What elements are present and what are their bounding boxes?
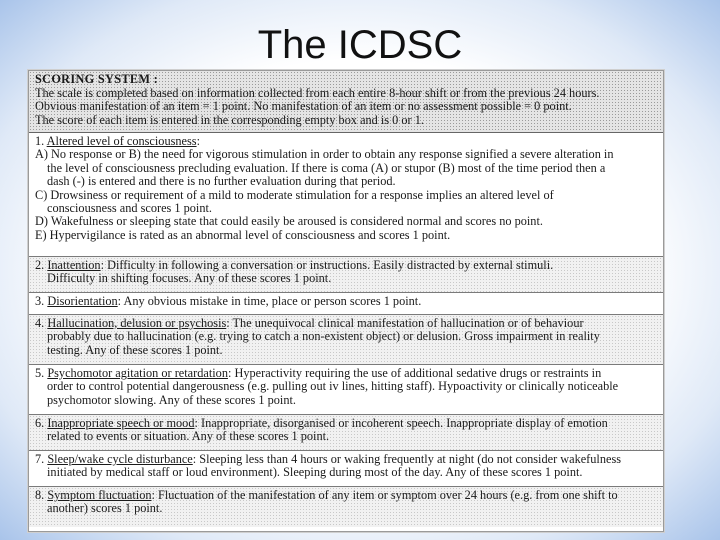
item-line: A) No response or B) the need for vigorous stimulation in order to obtain any response signified a severe alteration in — [35, 147, 614, 162]
item-line: consciousness and scores 1 point. — [47, 201, 212, 216]
item-symptom-fluctuation — [29, 487, 663, 527]
item-disorientation — [29, 293, 663, 315]
item-number: 4. — [35, 316, 45, 330]
item-line: probably due to hallucination (e.g. trying to catch a non-existent object) or delusion. Gross impairment in reality — [47, 329, 600, 344]
item-line: E) Hypervigilance is rated as an abnormal level of consciousness and scores 1 point. — [35, 227, 451, 242]
item-line: Difficulty in shifting focuses. Any of these scores 1 point. — [47, 271, 332, 286]
item-number: 6. — [35, 416, 45, 430]
scoring-line: The scale is completed based on information collected from each entire 8-hour shift or from the previous 24 hours. — [35, 85, 600, 100]
item-heading — [35, 417, 657, 430]
item-text: : Difficulty in following a conversation or instructions. Easily distracted by external stimuli. — [100, 258, 554, 272]
item-number: 5. — [35, 366, 45, 380]
item-psychomotor — [29, 365, 663, 415]
slide-title: The ICDSC — [257, 23, 463, 67]
item-line: psychomotor slowing. Any of these scores 1 point. — [47, 392, 296, 407]
item-text: : Any obvious mistake in time, place or person scores 1 point. — [117, 294, 422, 308]
item-text: : The unequivocal clinical manifestation of hallucination or of behaviour — [226, 316, 584, 330]
item-number: 8. — [35, 488, 45, 502]
item-altered-consciousness — [29, 133, 663, 257]
item-number: 1. — [35, 134, 45, 148]
item-name: Symptom fluctuation — [47, 488, 152, 502]
item-name: Psychomotor agitation or retardation — [47, 366, 228, 380]
item-heading — [35, 489, 657, 502]
item-text: : Fluctuation of the manifestation of any item or symptom over 24 hours (e.g. from one shift to — [151, 488, 618, 502]
item-name: Hallucination, delusion or psychosis — [47, 316, 227, 330]
item-heading — [35, 295, 657, 308]
item-heading — [35, 317, 657, 330]
scoring-heading: SCORING SYSTEM : — [35, 72, 159, 86]
item-hallucination — [29, 315, 663, 365]
item-number: 7. — [35, 452, 45, 466]
item-heading — [35, 135, 657, 148]
item-name: Disorientation — [47, 294, 118, 308]
item-line: C) Drowsiness or requirement of a mild to moderate stimulation for a response implies an altered level of — [35, 187, 554, 202]
item-line: initiated by medical staff or loud environment). Sleeping during most of the day. Any of these scores 1 point. — [47, 465, 583, 480]
item-text: : Inappropriate, disorganised or incoherent speech. Inappropriate display of emotion — [194, 416, 608, 430]
item-line: another) scores 1 point. — [47, 501, 163, 516]
item-heading — [35, 259, 657, 272]
item-line: testing. Any of these scores 1 point. — [47, 342, 223, 357]
item-inattention — [29, 257, 663, 293]
item-number: 2. — [35, 258, 45, 272]
item-text: : Hyperactivity requiring the use of additional sedative drugs or restraints in — [227, 366, 602, 380]
scoring-line: Obvious manifestation of an item = 1 point. No manifestation of an item or no assessment possible = 0 point. — [35, 99, 572, 113]
scoring-system-header — [29, 71, 663, 133]
icdsc-scoring-table — [28, 70, 664, 532]
item-line: order to control potential dangerousness (e.g. pulling out iv lines, hitting staff). Hypoactivity or clinically noticeable — [47, 379, 619, 394]
item-sleep-wake — [29, 451, 663, 487]
item-name: Inappropriate speech or mood — [47, 416, 195, 430]
item-line: dash (-) is entered and there is no further evaluation during that period. — [47, 174, 396, 189]
item-number: 3. — [35, 294, 45, 308]
item-name: Sleep/wake cycle disturbance — [47, 452, 193, 466]
item-name: Inattention — [47, 258, 101, 272]
item-line: related to events or situation. Any of these scores 1 point. — [47, 429, 330, 444]
scoring-line: The score of each item is entered in the corresponding empty box and is 0 or 1. — [35, 112, 424, 127]
item-text: : — [196, 134, 200, 148]
item-heading — [35, 453, 657, 466]
item-text: : Sleeping less than 4 hours or waking frequently at night (do not consider wakefulness — [192, 452, 622, 466]
item-line: D) Wakefulness or sleeping state that could easily be aroused is considered normal and scores no point. — [35, 214, 543, 229]
item-heading — [35, 367, 657, 380]
item-speech-mood — [29, 415, 663, 451]
item-name: Altered level of consciousness — [46, 134, 197, 148]
item-line: the level of consciousness precluding evaluation. If there is coma (A) or stupor (B) most of the time period then a — [47, 160, 606, 175]
